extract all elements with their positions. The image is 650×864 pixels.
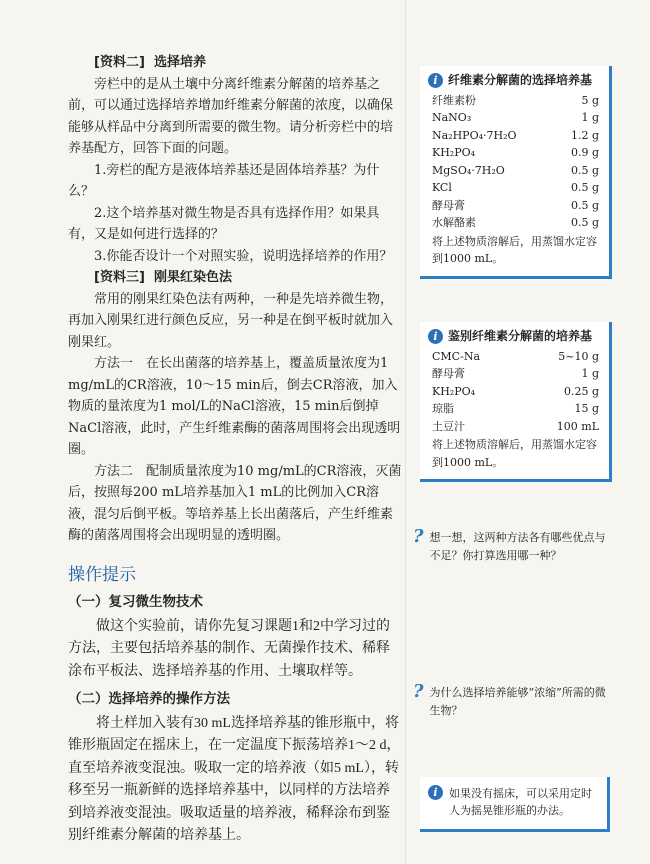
material3-method-1: 方法一 在长出菌落的培养基上，覆盖质量浓度为1 mg/mL的CR溶液，10～15 min后，倒去CR溶液，加入物质的量浓度为1 mol/L的NaCl溶液，15 min后倒掉NaCl溶液，此时，产生纤维素酶的菌落周围将会出现透明圈。 [68,356,401,457]
material3-para-1: 常用的刚果红染色法有两种，一种是先培养微生物，再加入刚果红进行颜色反应，另一种是在倒平板时就加入刚果红。 [68,291,394,350]
ingredient-amount: 0.9 g [570,146,599,159]
ingredient-amount: 0.5 g [570,181,599,194]
side-question-2-text: 为什么选择培养能够“浓缩”所需的微生物？ [429,686,606,717]
identification-medium-note: 将上述物质溶解后，用蒸馏水定容到1000 mL。 [432,438,597,469]
material3-bracket: [资料三] [94,270,145,285]
ingredient-name: 纤维素粉 [432,93,476,107]
ingredient-name: 琼脂 [432,402,454,415]
tip-box [420,777,610,832]
ingredient-name: Na₂HPO₄·7H₂O [432,128,517,142]
medium-row [432,109,599,127]
question-icon: ? [413,526,424,547]
ingredient-name: KH₂PO₄ [432,146,476,159]
medium-row [432,179,599,197]
medium-row [432,365,599,383]
ingredient-amount: 5 g [581,93,599,107]
ingredient-name: KCl [432,181,452,194]
side-question-1-text: 想一想，这两种方法各有哪些优点与不足？你打算选用哪一种？ [429,531,606,562]
selective-medium-box [420,66,612,279]
medium-row [432,92,599,110]
medium-row [432,214,599,232]
tip-text: 如果没有摇床，可以采用定时人为摇晃锥形瓶的办法。 [449,787,592,817]
main-column [68,52,403,848]
ingredient-amount: 0.25 g [563,384,599,398]
column-divider [405,0,412,864]
medium-row [432,144,599,162]
medium-row [432,400,599,418]
material2-para-1: 旁栏中的是从土壤中分离纤维素分解菌的培养基之前，可以通过选择培养增加纤维素分解菌的浓度，以确保能够从样品中分离到所需要的微生物。请分析旁栏中的培养基配方，回答下面的问题。 [68,76,394,156]
ingredient-amount: 5~10 g [558,349,599,363]
medium-row [432,127,599,145]
material2-bracket: [资料二] [94,55,145,70]
selective-medium-note: 将上述物质溶解后，用蒸馏水定容到1000 mL。 [432,234,597,265]
ingredient-name: 酵母膏 [432,367,465,380]
identification-medium-table [432,348,599,436]
selective-medium-title-row [428,72,599,90]
ops-para1: 做这个实验前，请你先复习课题1和2中学习过的方法，主要包括培养基的制作、无菌操作技术、稀释涂布平板法、选择培养基的作用、土壤取样等。 [68,618,390,679]
ingredient-amount: 1.2 g [570,128,599,142]
ingredient-amount: 0.5 g [570,198,599,212]
ingredient-name: KH₂PO₄ [432,384,476,398]
ingredient-name: 土豆汁 [432,419,465,433]
ops-sub2: （二）选择培养的操作方法 [68,691,230,707]
ingredient-amount: 15 g [574,402,599,415]
medium-row [432,197,599,215]
medium-row [432,348,599,366]
material3-method-2: 方法二 配制质量浓度为10 mg/mL的CR溶液，灭菌后，按照每200 mL培养基加入1 mL的比例加入CR溶液，混匀后倒平板。等培养基上长出菌落后，产生纤维素酶的菌落周围将会出现明显的透明圈。 [68,463,402,543]
side-question-2 [413,681,613,720]
ingredient-amount: 0.5 g [570,216,599,229]
ingredient-amount: 0.5 g [570,163,599,177]
material2-q3: 3.你能否设计一个对照实验，说明选择培养的作用？ [94,248,393,264]
material3-heading [68,267,403,289]
material3-title: 刚果红染色法 [153,270,232,285]
identification-medium-title-row [428,328,599,346]
material2-title: 选择培养 [153,55,206,70]
ingredient-name: NaNO₃ [432,111,472,124]
identification-medium-title: 鉴别纤维素分解菌的培养基 [448,329,593,343]
ingredient-name: CMC-Na [432,349,480,363]
identification-medium-box [420,322,612,482]
ops-para2: 将土样加入装有30 mL选择培养基的锥形瓶中，将锥形瓶固定在摇床上，在一定温度下振荡培养1～2 d，直至培养液变混浊。吸取一定的培养液（如5 mL），转移至另一瓶新鲜的选择培养基中，以同样的方法培养到培养液变混浊。吸取适量的培养液，稀释涂布到鉴别纤维素分解菌的培养基上。 [68,715,401,843]
info-icon: i [428,785,443,800]
material2-q1: 1.旁栏的配方是液体培养基还是固体培养基？为什么？ [68,162,380,199]
selective-medium-table [432,92,599,232]
question-icon: ? [413,681,424,702]
medium-row [432,383,599,401]
ops-title: 操作提示 [68,564,136,585]
selective-medium-title: 纤维素分解菌的选择培养基 [448,73,593,87]
ingredient-amount: 1 g [581,367,599,380]
ingredient-amount: 100 mL [556,419,599,433]
side-question-1 [413,526,613,565]
info-icon: i [428,73,443,88]
ingredient-name: 水解酪素 [432,216,476,229]
ingredient-name: 酵母膏 [432,198,465,212]
ops-sub1: （一）复习微生物技术 [68,594,203,610]
ingredient-amount: 1 g [581,111,599,124]
medium-row [432,162,599,180]
material2-q2: 2.这个培养基对微生物是否具有选择作用？如果具有，又是如何进行选择的？ [68,205,380,242]
medium-row [432,418,599,436]
material2-heading [68,52,403,74]
info-icon: i [428,329,443,344]
ingredient-name: MgSO₄·7H₂O [432,163,505,177]
